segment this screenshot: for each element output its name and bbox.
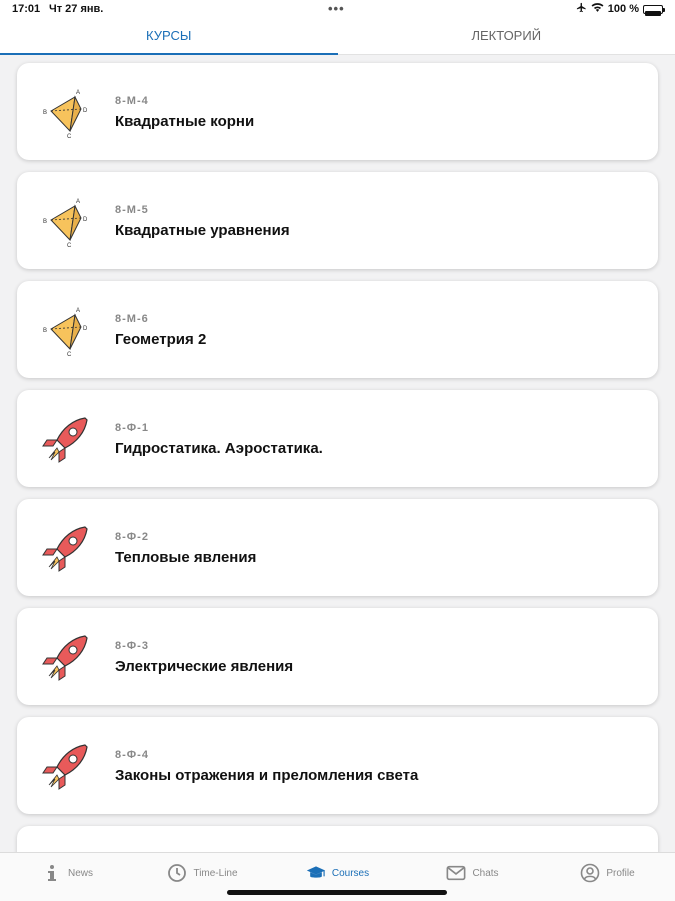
svg-text:D: D: [83, 108, 88, 114]
multitasking-dots[interactable]: •••: [328, 1, 345, 16]
course-list: [17, 63, 658, 878]
battery-percent: 100 %: [608, 3, 639, 15]
course-title: Гидростатика. Аэростатика.: [115, 440, 323, 457]
svg-text:B: B: [43, 110, 47, 116]
svg-text:A: A: [76, 199, 80, 205]
course-card[interactable]: [17, 63, 658, 160]
pyramid-icon: [39, 194, 93, 248]
course-code: 8-Ф-1: [115, 422, 149, 434]
course-title: Геометрия 2: [115, 331, 206, 348]
airplane-icon: [576, 2, 587, 16]
course-card[interactable]: [17, 717, 658, 814]
tab-lectures[interactable]: ЛЕКТОРИЙ: [338, 20, 675, 54]
graduation-cap-icon: [306, 863, 326, 883]
rocket-icon: [39, 630, 93, 684]
svg-text:C: C: [67, 134, 72, 139]
user-circle-icon: [580, 863, 600, 883]
envelope-icon: [446, 863, 466, 883]
tab-bar: [0, 20, 675, 55]
rocket-icon: [39, 412, 93, 466]
status-time: 17:01: [12, 3, 40, 15]
course-code: 8-Ф-2: [115, 531, 149, 543]
status-date: Чт 27 янв.: [49, 3, 103, 15]
nav-courses-label: Courses: [332, 868, 369, 879]
home-indicator[interactable]: [227, 890, 447, 895]
course-card[interactable]: [17, 608, 658, 705]
nav-news[interactable]: [0, 853, 135, 901]
svg-text:B: B: [43, 219, 47, 225]
course-title: Квадратные уравнения: [115, 222, 290, 239]
course-code: 8-М-6: [115, 313, 149, 325]
pyramid-icon: [39, 85, 93, 139]
course-card[interactable]: [17, 172, 658, 269]
info-icon: [42, 863, 62, 883]
svg-text:A: A: [76, 90, 80, 96]
svg-text:A: A: [76, 308, 80, 314]
nav-chats-label: Chats: [472, 868, 498, 879]
svg-text:C: C: [67, 243, 72, 248]
course-title: Тепловые явления: [115, 549, 256, 566]
svg-text:B: B: [43, 328, 47, 334]
rocket-icon: [39, 739, 93, 793]
course-card[interactable]: [17, 281, 658, 378]
course-code: 8-Ф-4: [115, 749, 149, 761]
course-title: Электрические явления: [115, 658, 293, 675]
clock-icon: [167, 863, 187, 883]
svg-text:D: D: [83, 217, 88, 223]
course-code: 8-М-5: [115, 204, 149, 216]
wifi-icon: [591, 2, 604, 16]
battery-icon: [643, 5, 663, 14]
course-code: 8-М-4: [115, 95, 149, 107]
rocket-icon: [39, 521, 93, 575]
nav-profile-label: Profile: [606, 868, 634, 879]
svg-text:D: D: [83, 326, 88, 332]
course-title: Законы отражения и преломления света: [115, 767, 418, 784]
nav-profile[interactable]: [540, 853, 675, 901]
course-card[interactable]: [17, 390, 658, 487]
status-bar: [0, 0, 675, 20]
course-code: 8-Ф-3: [115, 640, 149, 652]
svg-text:C: C: [67, 352, 72, 357]
nav-time-line-label: Time-Line: [193, 868, 237, 879]
course-card[interactable]: [17, 499, 658, 596]
nav-news-label: News: [68, 868, 93, 879]
tab-courses[interactable]: КУРСЫ: [0, 20, 338, 54]
course-title: Квадратные корни: [115, 113, 254, 130]
pyramid-icon: [39, 303, 93, 357]
